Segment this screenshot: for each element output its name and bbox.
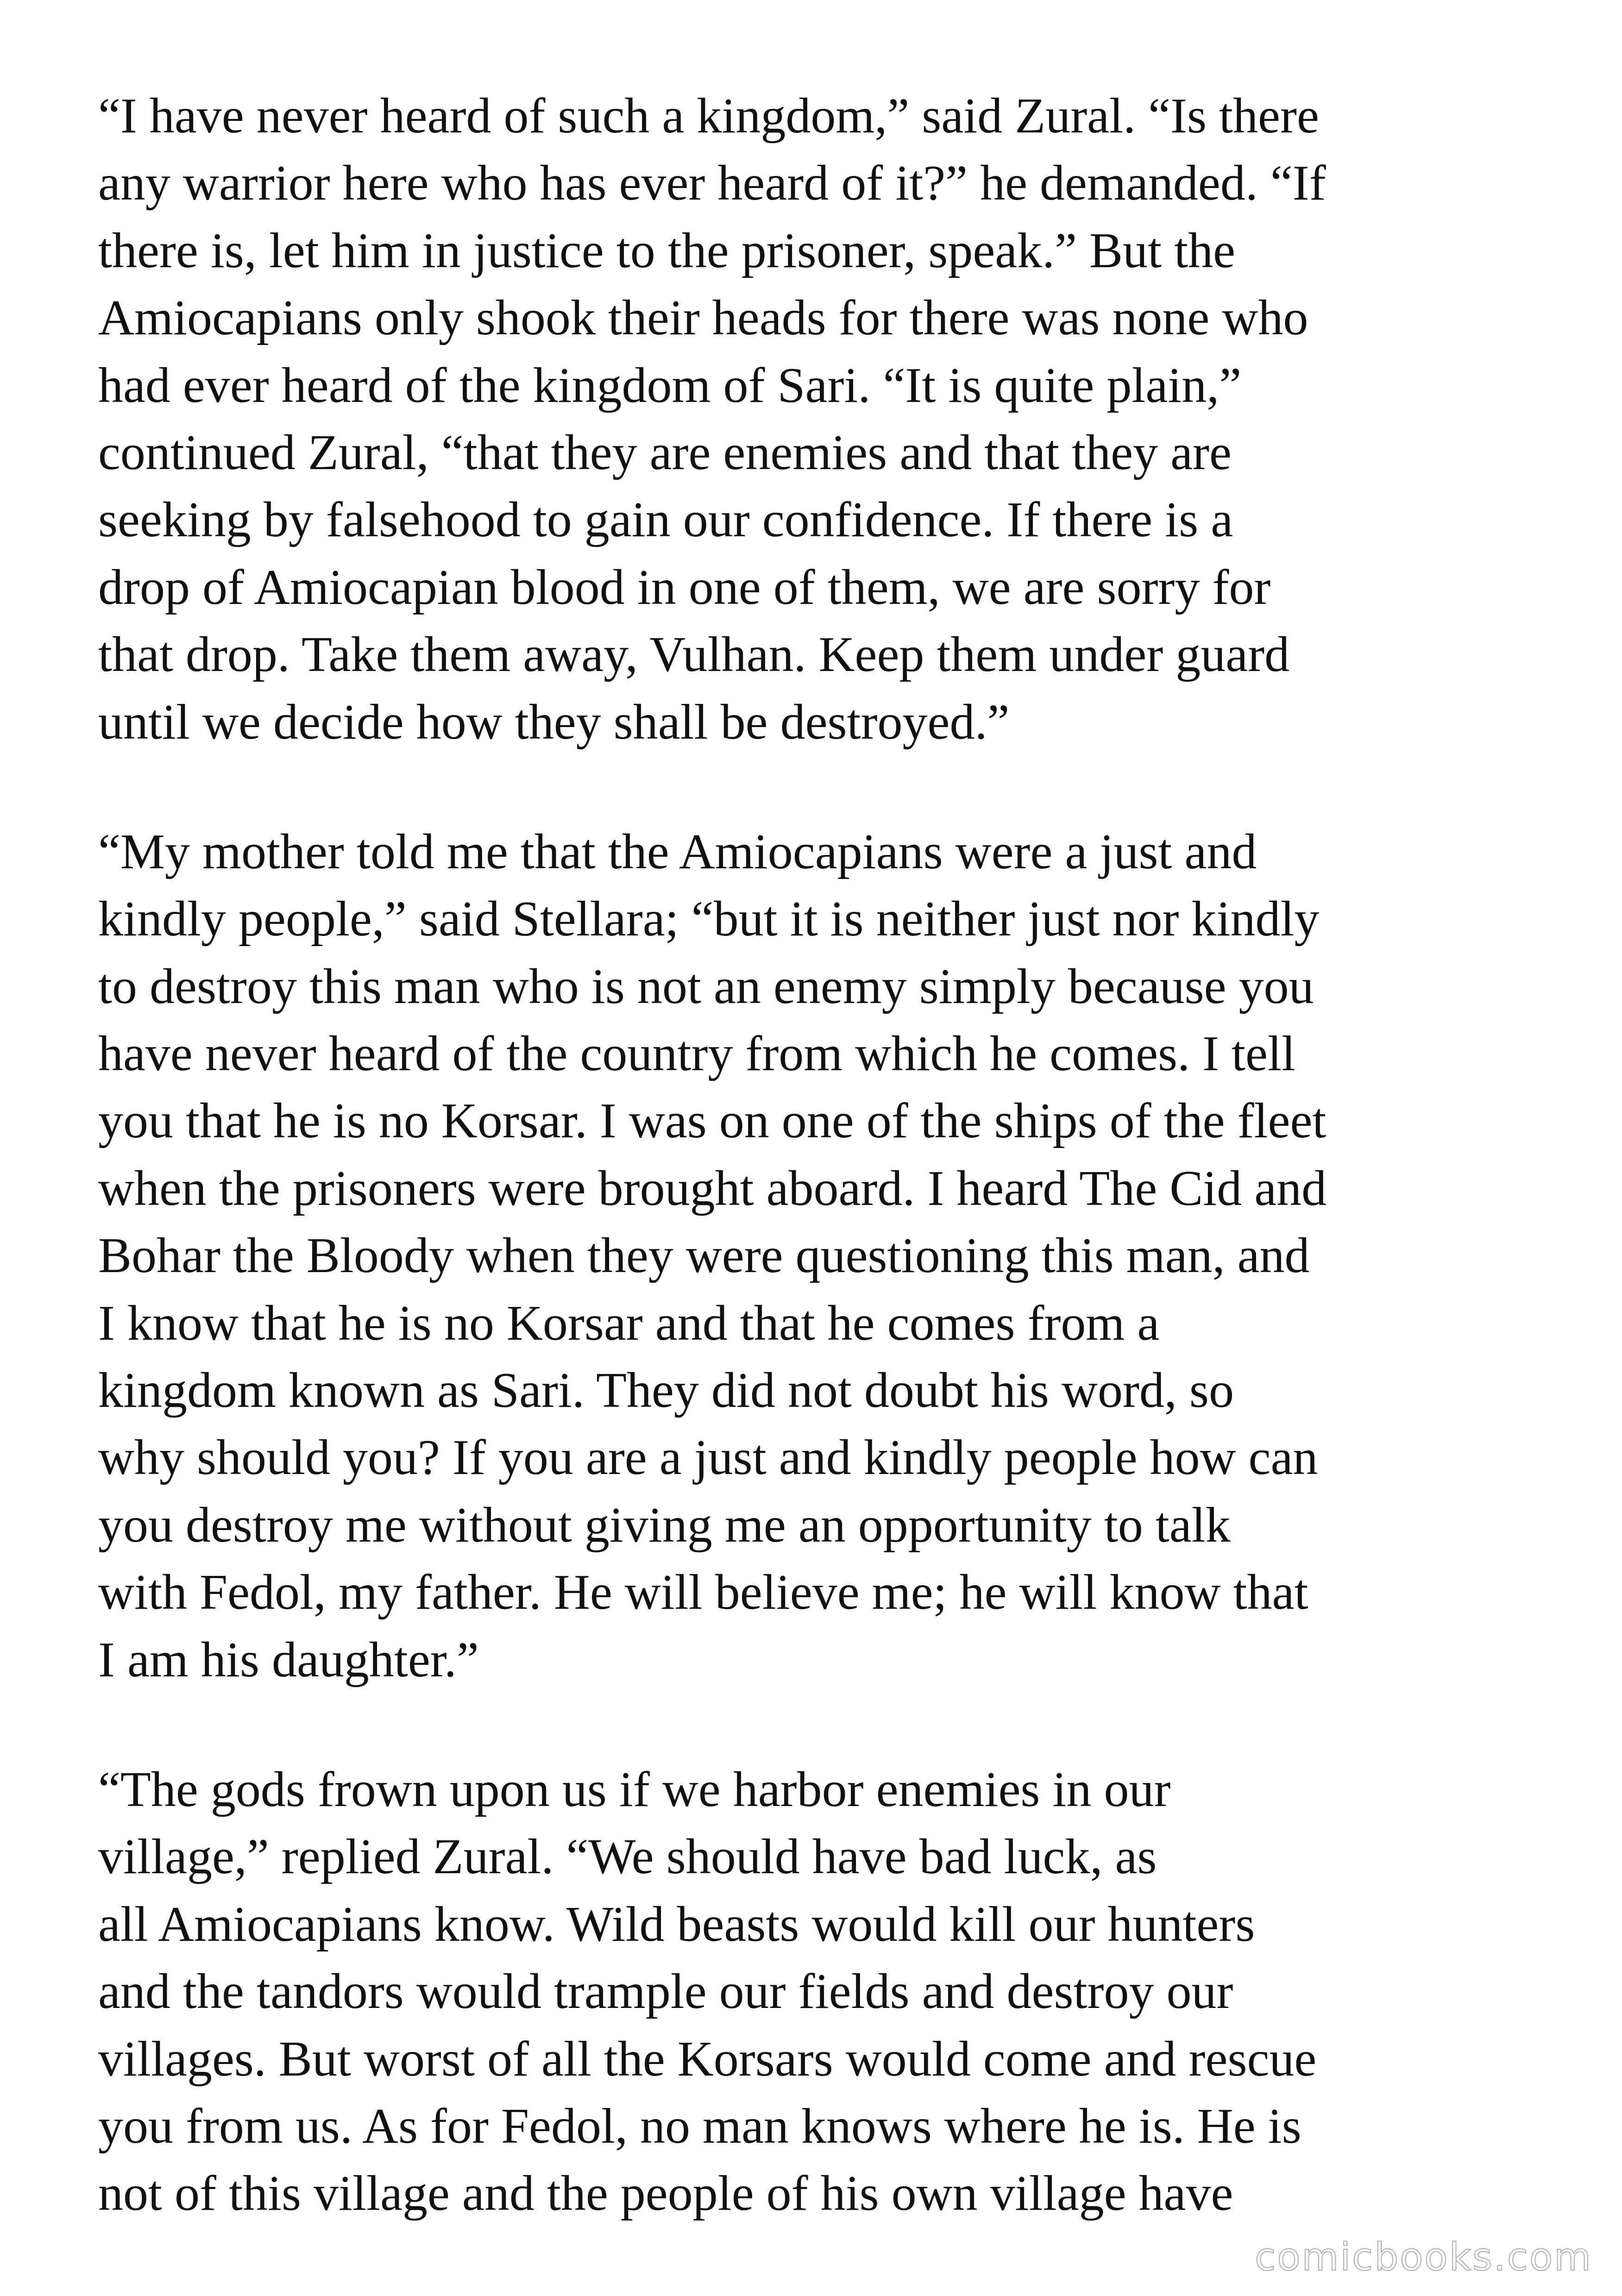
- text-line: kindly people,” said Stellara; “but it is neither just nor kindly: [98, 891, 1320, 947]
- text-line: “My mother told me that the Amiocapians were a just and: [98, 824, 1257, 879]
- text-line: seeking by falsehood to gain our confidence. If there is a: [98, 492, 1233, 548]
- text-line: “I have never heard of such a kingdom,” said Zural. “Is there: [98, 88, 1319, 144]
- text-line: you that he is no Korsar. I was on one of the ships of the fleet: [98, 1093, 1327, 1149]
- text-line: I am his daughter.”: [98, 1632, 479, 1687]
- paragraph-2: [98, 818, 1548, 1694]
- text-line: until we decide how they shall be destroyed.”: [98, 694, 1010, 750]
- text-line: I know that he is no Korsar and that he comes from a: [98, 1295, 1160, 1351]
- page-text: [98, 82, 1548, 2227]
- text-line: villages. But worst of all the Korsars would come and rescue: [98, 2031, 1317, 2087]
- text-line: with Fedol, my father. He will believe me; he will know that: [98, 1565, 1308, 1620]
- text-line: to destroy this man who is not an enemy simply because you: [98, 959, 1314, 1014]
- text-line: and the tandors would trample our fields and destroy our: [98, 1964, 1233, 2020]
- text-line: you destroy me without giving me an opportunity to talk: [98, 1497, 1231, 1553]
- text-line: any warrior here who has ever heard of it?” he demanded. “If: [98, 156, 1326, 211]
- watermark: comicbooks.com: [1255, 2235, 1592, 2279]
- text-line: when the prisoners were brought aboard. I heard The Cid and: [98, 1161, 1327, 1216]
- text-line: continued Zural, “that they are enemies and that they are: [98, 425, 1232, 480]
- text-line: why should you? If you are a just and kindly people how can: [98, 1430, 1318, 1486]
- text-line: “The gods frown upon us if we harbor enemies in our: [98, 1762, 1171, 1817]
- text-line: village,” replied Zural. “We should have bad luck, as: [98, 1829, 1157, 1885]
- text-line: Amiocapians only shook their heads for there was none who: [98, 290, 1308, 346]
- text-line: kingdom known as Sari. They did not doubt his word, so: [98, 1363, 1234, 1418]
- text-line: you from us. As for Fedol, no man knows where he is. He is: [98, 2098, 1301, 2154]
- text-line: had ever heard of the kingdom of Sari. “It is quite plain,”: [98, 358, 1242, 413]
- text-line: not of this village and the people of his own village have: [98, 2166, 1233, 2221]
- text-line: Bohar the Bloody when they were questioning this man, and: [98, 1228, 1310, 1284]
- text-line: there is, let him in justice to the prisoner, speak.” But the: [98, 223, 1236, 278]
- text-line: all Amiocapians know. Wild beasts would kill our hunters: [98, 1896, 1255, 1952]
- paragraph-3: [98, 1756, 1548, 2227]
- text-line: that drop. Take them away, Vulhan. Keep them under guard: [98, 627, 1290, 683]
- text-line: have never heard of the country from which he comes. I tell: [98, 1026, 1295, 1082]
- text-line: drop of Amiocapian blood in one of them, we are sorry for: [98, 559, 1271, 615]
- paragraph-1: [98, 82, 1548, 756]
